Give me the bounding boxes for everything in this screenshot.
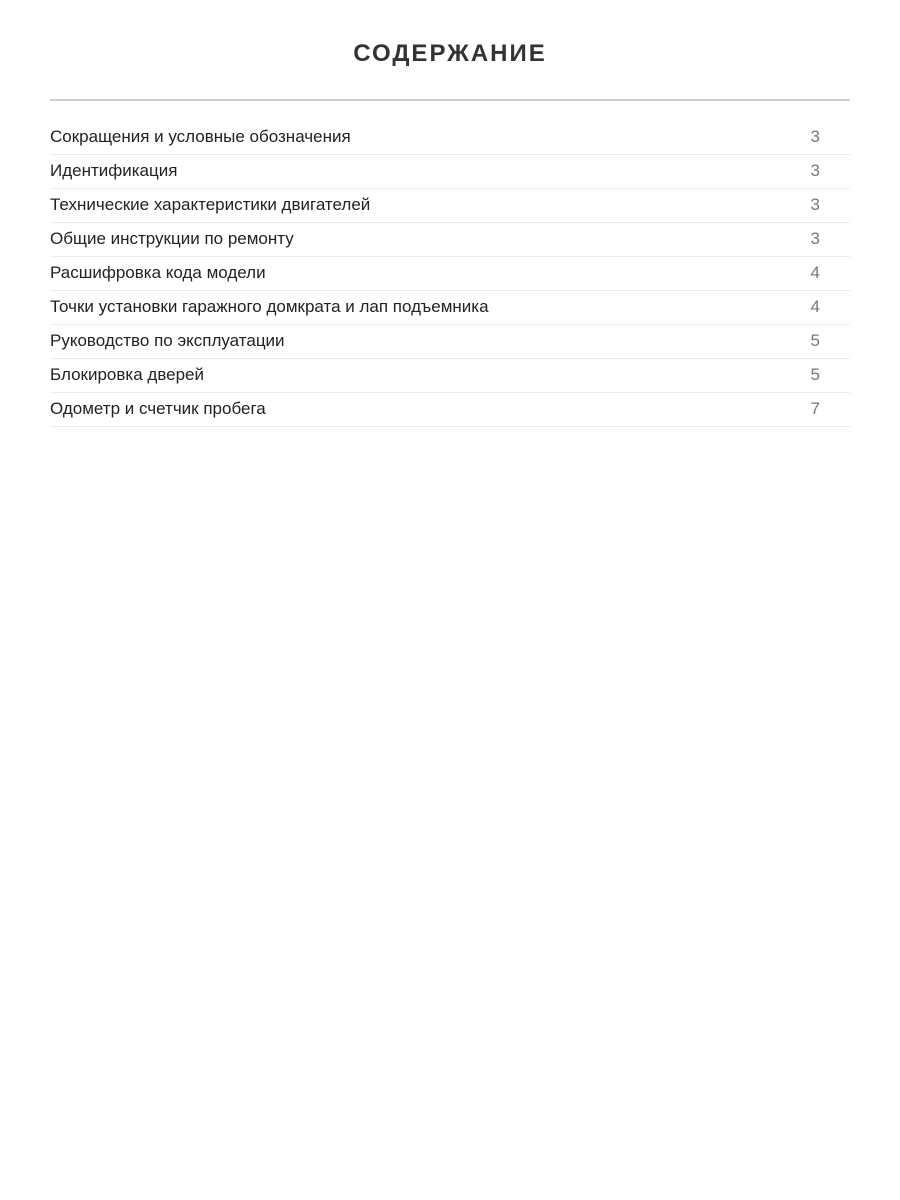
toc-entry-title: Руководство по эксплуатации: [50, 331, 285, 350]
title-divider: [50, 99, 850, 101]
toc-entry-title: Одометр и счетчик пробега: [50, 399, 266, 418]
toc-entry-page: 3: [810, 127, 820, 146]
toc-entry[interactable]: [50, 155, 850, 189]
toc-entry[interactable]: [50, 257, 850, 291]
toc-entry-title: Блокировка дверей: [50, 365, 205, 384]
toc-entry-page: 4: [810, 263, 820, 282]
toc-entry-page: 3: [810, 195, 820, 214]
toc-entry[interactable]: [50, 223, 850, 257]
toc-entry-page: 4: [810, 297, 820, 316]
toc-entry[interactable]: [50, 325, 850, 359]
toc-entry-title: Расшифровка кода модели: [50, 263, 266, 282]
page-title: СОДЕРЖАНИЕ: [353, 40, 547, 67]
toc-entry[interactable]: [50, 359, 850, 393]
toc-entry-page: 7: [810, 399, 820, 418]
toc-entry-title: Идентификация: [50, 161, 178, 180]
toc-entry[interactable]: [50, 189, 850, 223]
toc-entry-page: 5: [810, 365, 820, 384]
toc-entry[interactable]: [50, 393, 850, 427]
toc-entry[interactable]: [50, 121, 850, 155]
toc-entry-title: Технические характеристики двигателей: [50, 195, 371, 214]
toc-entry-title: Сокращения и условные обозначения: [50, 127, 351, 146]
toc-entry-title: Общие инструкции по ремонту: [50, 229, 294, 248]
table-of-contents: [50, 121, 850, 427]
toc-entry-page: 3: [810, 229, 820, 248]
toc-entry-page: 5: [810, 331, 820, 350]
toc-entry-page: 3: [810, 161, 820, 180]
toc-entry-title: Точки установки гаражного домкрата и лап подъемника: [50, 297, 489, 316]
toc-entry[interactable]: [50, 291, 850, 325]
